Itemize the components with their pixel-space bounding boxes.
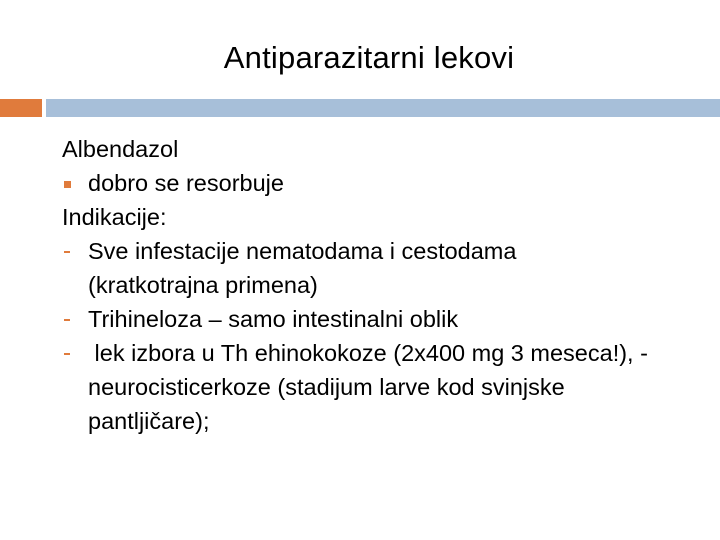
list-item xyxy=(62,302,702,336)
list-item-text: Trihineloza – samo intestinalni oblik xyxy=(88,306,459,332)
list-item-text: lek izbora u Th ehinokokoze (2x400 mg 3 meseca!), - neurocisticerkoze (stadijum larve kod svinjske pantljičare); xyxy=(88,340,655,434)
dash-bullet-icon xyxy=(64,353,70,355)
square-bullet-icon xyxy=(64,181,71,188)
dash-bullet-icon xyxy=(64,319,70,321)
list-item-text: Sve infestacije nematodama i cestodama (kratkotrajna primena) xyxy=(88,238,517,298)
list-item xyxy=(62,336,702,438)
sub-bullet-text: dobro se resorbuje xyxy=(88,170,284,196)
section-label: Indikacije: xyxy=(62,204,167,230)
accent-bar-blue xyxy=(46,99,720,117)
accent-bar-orange xyxy=(0,99,42,117)
sub-bullet-item xyxy=(62,166,702,200)
slide-title: Antiparazitarni lekovi xyxy=(223,40,515,75)
list-item xyxy=(62,234,702,302)
content-heading: Albendazol xyxy=(62,136,179,162)
slide-content xyxy=(62,132,702,438)
dash-bullet-icon xyxy=(64,251,70,253)
